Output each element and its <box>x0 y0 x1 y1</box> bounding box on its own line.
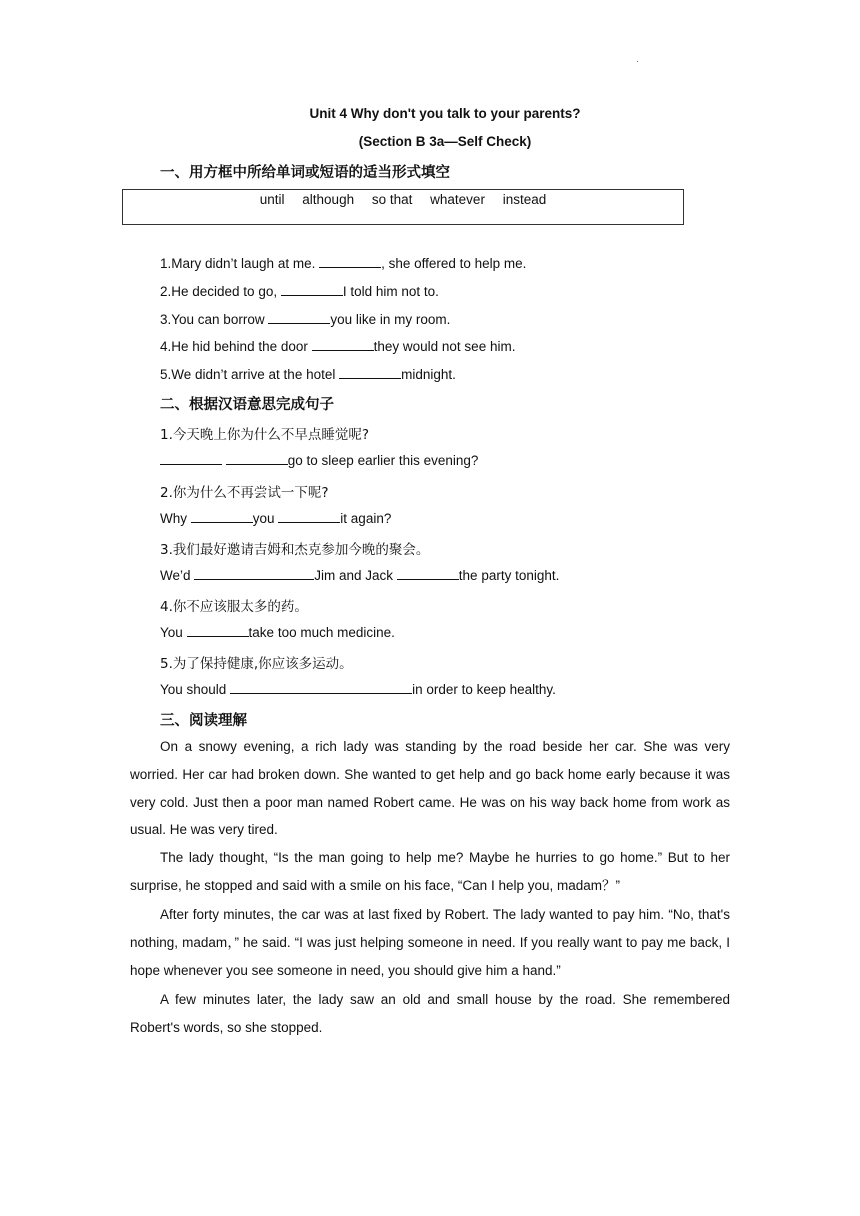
answer-blank[interactable] <box>268 311 330 324</box>
answer-blank[interactable] <box>312 338 374 351</box>
reading-paragraph: A few minutes later, the lady saw an old and small house by the road. She remembered Robert's words, so she stopped. <box>130 992 730 1035</box>
exercise-item: 4.He hid behind the door they would not see him. <box>160 339 516 354</box>
answer-blank[interactable] <box>187 624 249 637</box>
answer-blank[interactable] <box>281 283 343 296</box>
translation-line: Why you it again? <box>160 511 392 526</box>
page-subtitle: (Section B 3a—Self Check) <box>358 134 532 149</box>
word-box-item: so that <box>371 192 413 207</box>
answer-blank[interactable] <box>397 567 459 580</box>
chinese-prompt: 1.今天晚上你为什么不早点睡觉呢? <box>160 427 370 443</box>
exercise-item: 5.We didn’t arrive at the hotel midnight. <box>160 367 456 382</box>
page-title: Unit 4 Why don't you talk to your parents? <box>309 106 581 121</box>
answer-blank[interactable] <box>230 681 412 694</box>
reading-paragraph: The lady thought, “Is the man going to help me? Maybe he hurries to go home.” But to her surprise, he stopped and said with a smile on his face, “Can I help you, madam？” <box>130 850 730 893</box>
exercise-item: 2.He decided to go, I told him not to. <box>160 284 439 299</box>
chinese-prompt: 4.你不应该服太多的药。 <box>160 599 308 615</box>
answer-blank[interactable] <box>339 366 401 379</box>
word-box <box>122 189 684 225</box>
section2-heading: 二、根据汉语意思完成句子 <box>160 397 334 413</box>
chinese-prompt: 3.我们最好邀请吉姆和杰克参加今晚的聚会。 <box>160 542 430 558</box>
answer-blank[interactable] <box>194 567 314 580</box>
word-box-item: although <box>302 192 355 207</box>
translation-line: You take too much medicine. <box>160 625 395 640</box>
chinese-prompt: 2.你为什么不再尝试一下呢? <box>160 485 329 501</box>
reading-paragraph: On a snowy evening, a rich lady was standing by the road beside her car. She was very worried. Her car had broken down. She wanted to get help and go back home early because it was very cold. Just then a poor man named Robert came. He was on his way back home from work as usual. He was very tired. <box>130 739 730 838</box>
answer-blank[interactable] <box>319 255 381 268</box>
section3-heading: 三、阅读理解 <box>160 713 247 729</box>
header-mark: · <box>636 56 639 66</box>
reading-paragraph: After forty minutes, the car was at last fixed by Robert. The lady wanted to pay him. “No, that's nothing, madam，” he said. “I was just helping someone in need. If you really want to pay me back, I hope whenever you see someone in need, you should give him a hand.” <box>130 907 730 978</box>
word-box-item: whatever <box>430 192 485 207</box>
answer-blank[interactable] <box>160 452 222 465</box>
exercise-item: 1.Mary didn’t laugh at me. , she offered to help me. <box>160 256 527 271</box>
translation-line: go to sleep earlier this evening? <box>160 452 478 468</box>
word-box-item: instead <box>502 192 547 207</box>
answer-blank[interactable] <box>226 452 288 465</box>
chinese-prompt: 5.为了保持健康,你应该多运动。 <box>160 656 353 672</box>
answer-blank[interactable] <box>191 510 253 523</box>
answer-blank[interactable] <box>278 510 340 523</box>
word-box-item: until <box>259 192 285 207</box>
exercise-item: 3.You can borrow you like in my room. <box>160 312 451 327</box>
translation-line: We’d Jim and Jack the party tonight. <box>160 568 560 583</box>
section1-heading: 一、用方框中所给单词或短语的适当形式填空 <box>160 165 450 181</box>
translation-line: You should in order to keep healthy. <box>160 682 556 697</box>
